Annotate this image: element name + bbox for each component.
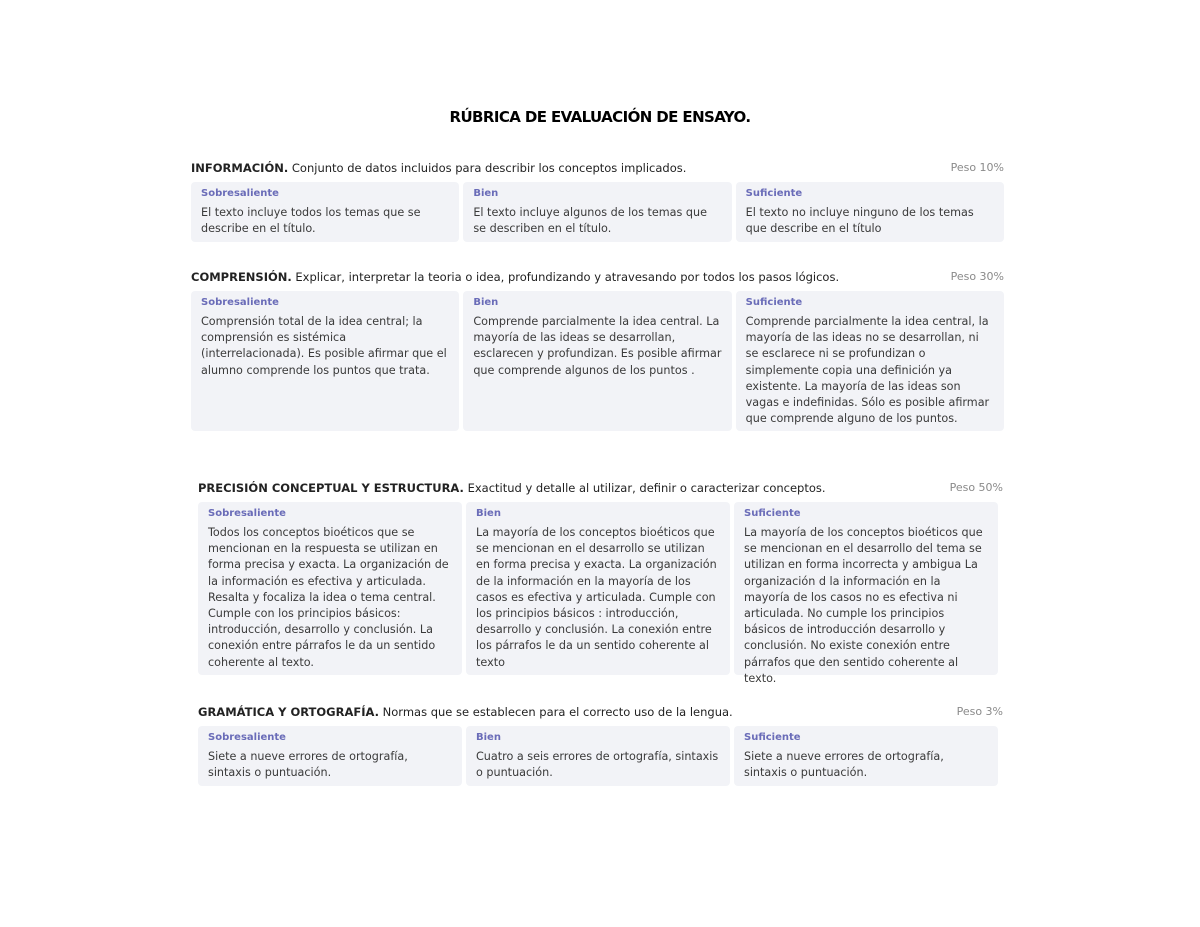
level-description: La mayoría de los conceptos bioéticos que se mencionan en el desarrollo se utilizan en forma precisa y exacta. La organización de la información en la mayoría de los casos es efectiva y articulada. Cumple con los principios básicos : introducción, desarrollo y conclusión. La conexión entre los párrafos le da un sentido coherente al texto	[476, 526, 717, 669]
section-weight: Peso 10%	[950, 161, 1004, 174]
section-header	[198, 478, 1003, 498]
section-header	[191, 158, 1004, 178]
section-header	[191, 267, 1004, 287]
section-description: Conjunto de datos incluidos para describir los conceptos implicados.	[288, 161, 687, 175]
level-label: Sobresaliente	[201, 188, 279, 199]
level-description: La mayoría de los conceptos bioéticos que se mencionan en el desarrollo del tema se utilizan en forma incorrecta y ambigua La organización d la información en la mayoría de los casos no es efectiva ni articulada. No cumple los principios básicos de introducción desarrollo y conclusión. No existe conexión entre párrafos que den sentido coherente al texto.	[744, 526, 983, 685]
level-description: Comprende parcialmente la idea central. La mayoría de las ideas se desarrollan, esclarecen y profundizan. Es posible afirmar que comprende algunos de los puntos .	[473, 315, 722, 377]
section-weight: Peso 30%	[950, 270, 1004, 283]
level-cell-suficiente	[736, 182, 1004, 242]
level-label: Bien	[473, 188, 499, 199]
level-label: Sobresaliente	[208, 732, 286, 743]
level-label: Suficiente	[745, 188, 803, 199]
section-informacion	[191, 158, 1004, 242]
level-description: Todos los conceptos bioéticos que se mencionan en la respuesta se utilizan en forma precisa y exacta. La organización de la información es efectiva y articulada. Resalta y focaliza la idea o tema central. Cumple con los principios básicos: introducción, desarrollo y conclusión. La conexión entre párrafos le da un sentido coherente al texto.	[208, 526, 449, 669]
level-cell-sobresaliente	[198, 502, 462, 675]
level-description: Comprensión total de la idea central; la comprensión es sistémica (interrelacionada). Es posible afirmar que el alumno comprende los puntos que trata.	[201, 315, 447, 377]
level-label: Suficiente	[745, 297, 803, 308]
level-description: Siete a nueve errores de ortografía, sintaxis o puntuación.	[208, 750, 408, 780]
level-cells	[191, 291, 1004, 431]
level-cell-sobresaliente	[191, 291, 459, 431]
level-cell-sobresaliente	[191, 182, 459, 242]
level-label: Suficiente	[744, 732, 801, 743]
level-description: Comprende parcialmente la idea central, la mayoría de las ideas no se desarrollan, ni se esclarece ni se profundizan o simplemente copia una definición ya existente. La mayoría de las ideas son vagas e indefinidas. Sólo es posible afirmar que comprende alguno de los puntos.	[745, 315, 990, 426]
level-cell-bien	[463, 182, 731, 242]
section-weight: Peso 3%	[956, 705, 1003, 718]
section-precision-conceptual	[198, 478, 1003, 685]
level-description: Cuatro a seis errores de ortografía, sintaxis o puntuación.	[476, 750, 719, 780]
section-description: Exactitud y detalle al utilizar, definir o caracterizar conceptos.	[463, 481, 826, 495]
page-title: RÚBRICA DE EVALUACIÓN DE ENSAYO.	[449, 108, 751, 126]
level-cell-bien	[466, 502, 730, 675]
level-description: El texto incluye todos los temas que se describe en el título.	[201, 206, 421, 236]
section-header	[198, 702, 1003, 722]
level-cell-sobresaliente	[198, 726, 462, 786]
level-label: Bien	[476, 732, 501, 743]
level-cell-suficiente	[734, 726, 998, 786]
section-title: INFORMACIÓN.	[191, 161, 289, 175]
level-label: Suficiente	[744, 508, 801, 519]
level-label: Bien	[473, 297, 499, 308]
section-gramatica-ortografia	[198, 702, 1003, 786]
level-label: Bien	[476, 508, 501, 519]
section-comprension	[191, 267, 1004, 431]
section-title: GRAMÁTICA Y ORTOGRAFÍA.	[198, 705, 379, 719]
level-label: Sobresaliente	[208, 508, 286, 519]
level-cell-suficiente	[734, 502, 998, 685]
level-description: El texto incluye algunos de los temas que se describen en el título.	[473, 206, 707, 236]
level-cells	[198, 726, 998, 786]
level-cell-bien	[463, 291, 731, 431]
level-label: Sobresaliente	[201, 297, 279, 308]
section-description: Normas que se establecen para el correcto uso de la lengua.	[379, 705, 733, 719]
level-cells	[191, 182, 1004, 242]
level-cell-suficiente	[736, 291, 1004, 431]
section-weight: Peso 50%	[949, 481, 1003, 494]
section-title: COMPRENSIÓN.	[191, 270, 292, 284]
level-description: Siete a nueve errores de ortografía, sintaxis o puntuación.	[744, 750, 944, 780]
level-description: El texto no incluye ninguno de los temas que describe en el título	[745, 206, 974, 236]
level-cell-bien	[466, 726, 730, 786]
level-cells	[198, 502, 998, 685]
section-description: Explicar, interpretar la teoria o idea, profundizando y atravesando por todos los pasos lógicos.	[291, 270, 840, 284]
section-title: PRECISIÓN CONCEPTUAL Y ESTRUCTURA.	[198, 481, 464, 495]
